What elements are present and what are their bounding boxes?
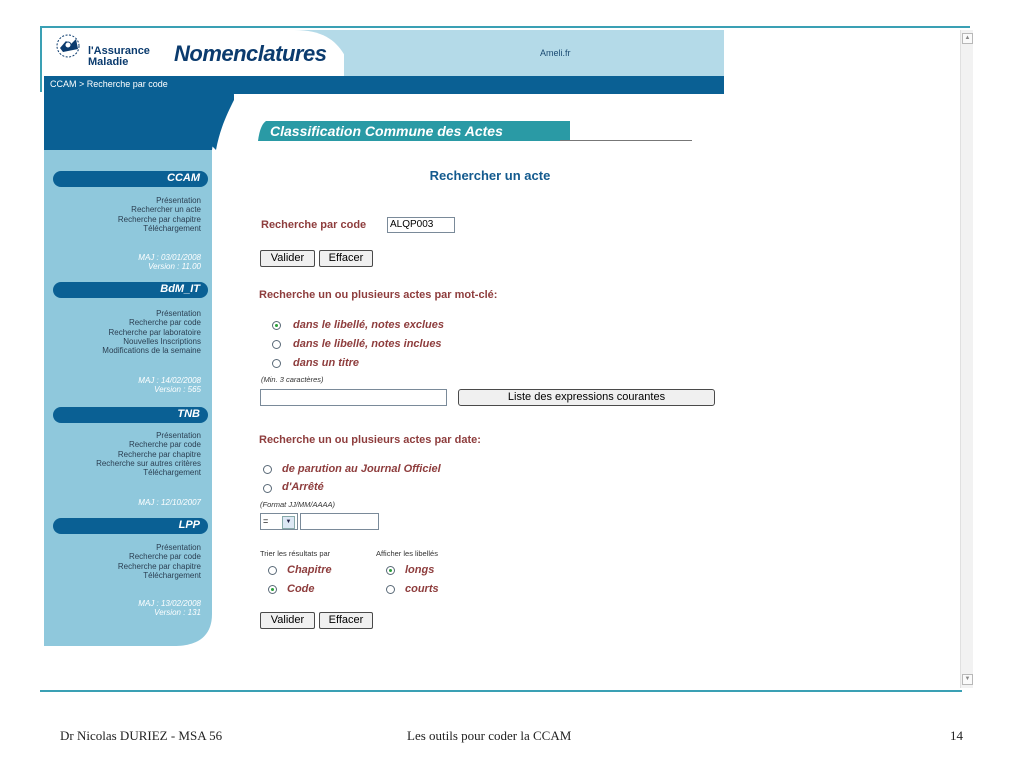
tnb-link-search-other[interactable]: Recherche sur autres critères [96, 458, 201, 468]
bdm-section-title: BdM_IT [160, 283, 200, 295]
date-format-hint: (Format JJ/MM/AAAA) [260, 500, 336, 509]
footer-page-number: 14 [950, 728, 963, 743]
slide-left-line [40, 26, 42, 92]
date-option-2: d'Arrêté [282, 481, 324, 493]
site-header [44, 30, 724, 76]
display-label: Afficher les libellés [376, 549, 438, 558]
slide-bottom-line [40, 690, 962, 692]
date-operator-select[interactable] [260, 513, 298, 530]
bdm-maj: MAJ : 14/02/2008 [138, 376, 201, 385]
sidebar-section-bdm[interactable] [61, 282, 208, 298]
site-title: Nomenclatures [174, 41, 327, 66]
min-chars-hint: (Min. 3 caractères) [261, 375, 324, 384]
tnb-link-search-code[interactable]: Recherche par code [128, 440, 201, 450]
tnb-maj: MAJ : 12/10/2007 [138, 498, 201, 507]
banner-text-holder [258, 121, 570, 155]
ameli-link[interactable]: Ameli.fr [540, 48, 571, 58]
vertical-scrollbar[interactable] [960, 30, 973, 688]
keyword-search-label: Recherche un ou plusieurs actes par mot-clé: [259, 289, 498, 301]
breadcrumb-bar [44, 76, 724, 94]
scroll-up-icon[interactable]: ▲ [962, 33, 973, 44]
logo-line1: l'Assurance [88, 45, 150, 57]
lpp-maj: MAJ : 13/02/2008 [138, 599, 201, 608]
lpp-link-download[interactable]: Téléchargement [143, 570, 201, 580]
scroll-down-icon[interactable]: ▼ [962, 674, 973, 685]
sidebar-section-lpp[interactable] [61, 518, 208, 534]
date-radio-arrete[interactable] [263, 484, 272, 493]
tnb-link-search-chapter[interactable]: Recherche par chapitre [117, 449, 201, 459]
lpp-version: Version : 131 [154, 608, 201, 618]
display-radio-short[interactable] [386, 585, 395, 594]
footer-title: Les outils pour coder la CCAM [407, 728, 572, 743]
lpp-meta [60, 599, 201, 618]
keyword-option-3: dans un titre [293, 357, 360, 369]
lpp-link-presentation[interactable]: Présentation [156, 543, 201, 552]
sort-option-chapter: Chapitre [287, 564, 332, 576]
common-expressions-button[interactable]: Liste des expressions courantes [458, 389, 715, 406]
slide-top-line [40, 26, 970, 28]
keyword-input[interactable] [260, 389, 447, 406]
ccam-link-search-chapter[interactable]: Recherche par chapitre [117, 214, 201, 224]
code-input-value: ALQP003 [390, 219, 434, 230]
logo-line2: Maladie [88, 56, 129, 68]
tnb-section-title: TNB [177, 408, 200, 420]
ccam-link-presentation[interactable]: Présentation [156, 196, 201, 205]
sidebar-section-tnb[interactable] [61, 407, 208, 423]
sort-radio-chapter[interactable] [268, 566, 277, 575]
bdm-link-changes[interactable]: Modifications de la semaine [102, 346, 201, 356]
bdm-meta [60, 376, 201, 395]
keyword-option-1: dans le libellé, notes exclues [293, 319, 445, 331]
clear-button-top[interactable]: Effacer [319, 250, 373, 267]
display-option-long: longs [405, 564, 435, 576]
display-radio-long[interactable] [386, 566, 395, 575]
sort-label: Trier les résultats par [260, 549, 331, 558]
ccam-meta [60, 253, 201, 272]
code-input[interactable] [387, 217, 455, 233]
bdm-link-search-lab[interactable]: Recherche par laboratoire [108, 327, 201, 337]
footer-author: Dr Nicolas DURIEZ - MSA 56 [60, 728, 223, 743]
ccam-maj: MAJ : 03/01/2008 [138, 253, 201, 262]
date-option-1: de parution au Journal Officiel [282, 463, 441, 475]
display-option-short: courts [405, 583, 439, 595]
date-operator-value: = [263, 516, 269, 526]
tnb-links [60, 431, 201, 477]
lpp-links [60, 543, 201, 580]
lpp-section-title: LPP [178, 519, 200, 531]
date-input[interactable] [300, 513, 379, 530]
keyword-radio-title[interactable] [272, 359, 281, 368]
banner-underline [560, 140, 692, 141]
ccam-links [60, 196, 201, 233]
tnb-link-download[interactable]: Téléchargement [143, 468, 201, 478]
chevron-down-icon[interactable]: ▼ [282, 516, 295, 529]
banner-title: Classification Commune des Actes Médicaux [270, 123, 503, 155]
tnb-meta [60, 498, 201, 507]
sidebar-section-ccam[interactable] [61, 171, 208, 187]
bdm-version: Version : 565 [154, 385, 201, 395]
ccam-version: Version : 11.00 [148, 262, 201, 272]
tnb-link-presentation[interactable]: Présentation [156, 431, 201, 440]
logo-text [88, 46, 150, 68]
keyword-radio-notes-excluded[interactable] [272, 321, 281, 330]
ccam-section-title: CCAM [167, 172, 200, 184]
sort-radio-code[interactable] [268, 585, 277, 594]
bdm-links [60, 309, 201, 355]
ccam-link-download[interactable]: Téléchargement [143, 223, 201, 233]
sort-option-code: Code [287, 583, 315, 595]
lpp-link-search-chapter[interactable]: Recherche par chapitre [117, 561, 201, 571]
clear-button-bottom[interactable]: Effacer [319, 612, 373, 629]
ccam-link-search-act[interactable]: Rechercher un acte [131, 205, 201, 215]
keyword-radio-notes-included[interactable] [272, 340, 281, 349]
code-search-label: Recherche par code [261, 219, 367, 231]
bdm-link-new[interactable]: Nouvelles Inscriptions [123, 336, 201, 346]
lpp-link-search-code[interactable]: Recherche par code [128, 552, 201, 562]
bdm-link-presentation[interactable]: Présentation [156, 309, 201, 318]
date-radio-journal[interactable] [263, 465, 272, 474]
assurance-maladie-logo[interactable] [54, 32, 86, 67]
page-heading: Rechercher un acte [429, 168, 551, 183]
bdm-link-search-code[interactable]: Recherche par code [128, 318, 201, 328]
validate-button-bottom[interactable]: Valider [260, 612, 315, 629]
logo-emblem-icon [54, 32, 86, 62]
breadcrumb[interactable]: CCAM > Recherche par code [50, 79, 168, 89]
keyword-option-2: dans le libellé, notes inclues [293, 338, 442, 350]
date-search-label: Recherche un ou plusieurs actes par date: [259, 434, 481, 446]
validate-button-top[interactable]: Valider [260, 250, 315, 267]
